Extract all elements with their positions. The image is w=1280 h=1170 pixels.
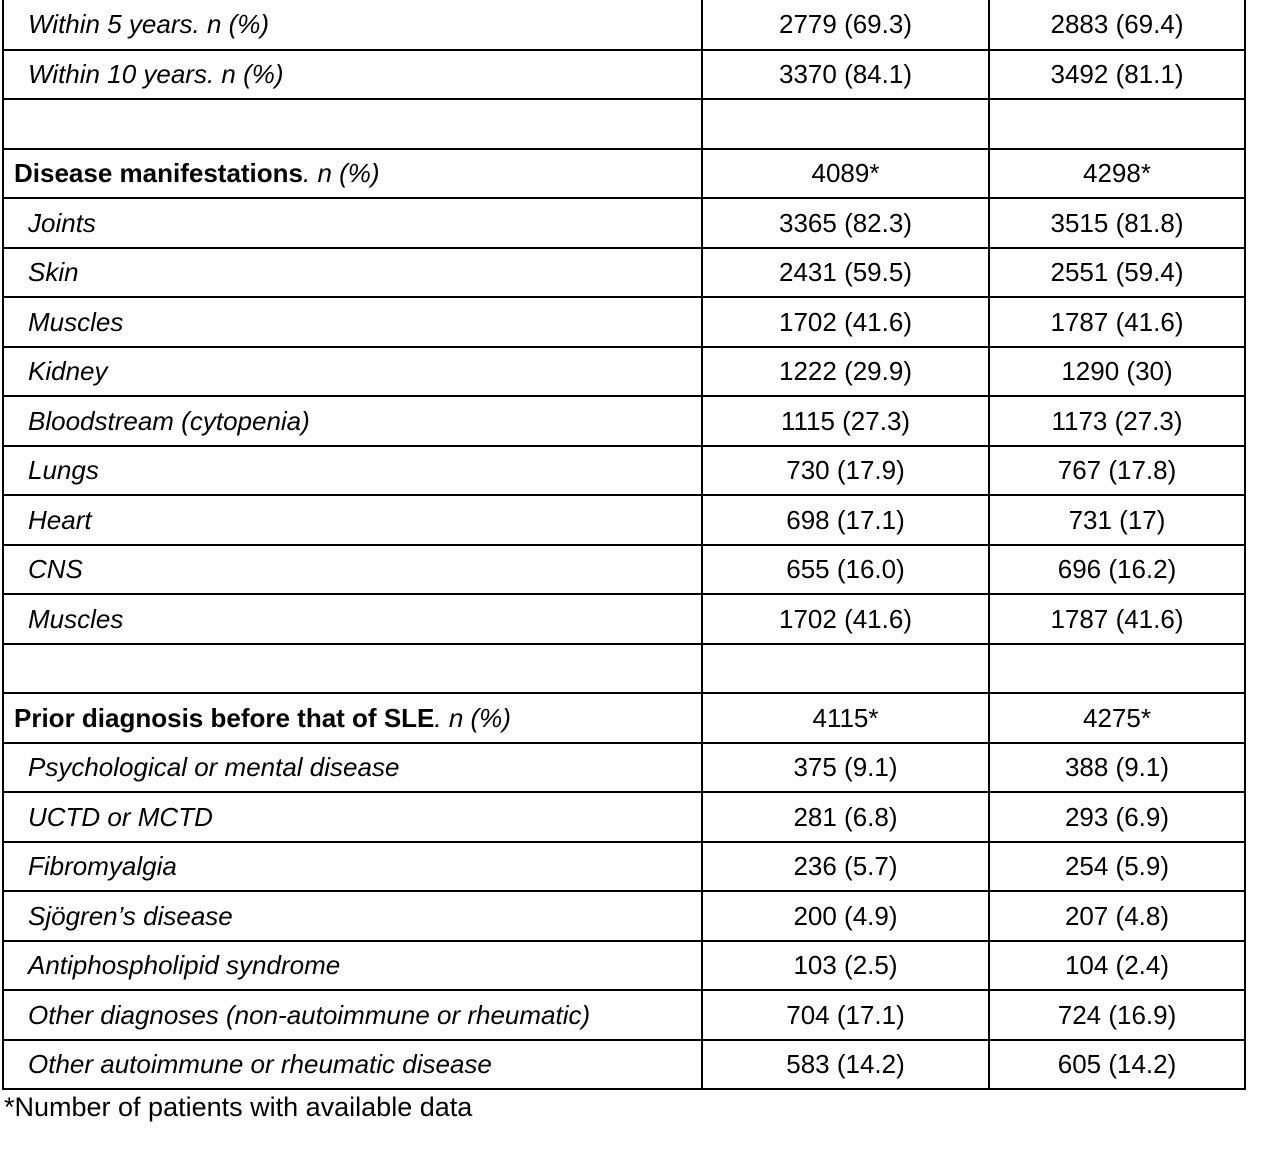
row-label-cell: Skin [3,248,702,298]
row-label-cell: Muscles [3,297,702,347]
table-row [3,594,1245,644]
value-cell-col1: 1702 (41.6) [702,297,989,347]
value-cell-col1: 655 (16.0) [702,545,989,595]
value-cell-col1: 583 (14.2) [702,1040,989,1090]
section-title: Disease manifestations [14,158,304,189]
row-label-cell: Sjögren’s disease [3,891,702,941]
section-unit: . n (%) [434,702,511,733]
table-row [3,545,1245,595]
value-cell-col1: 236 (5.7) [702,842,989,892]
row-label-cell: Other diagnoses (non-autoimmune or rheumatic) [3,990,702,1040]
value-cell-col1: 3370 (84.1) [702,50,989,100]
row-label-cell: Lungs [3,446,702,496]
value-cell-col1: 4089* [702,149,989,199]
value-cell-col1: 3365 (82.3) [702,198,989,248]
table-footnote: *Number of patients with available data [4,1092,473,1122]
value-cell-col2: 605 (14.2) [989,1040,1245,1090]
value-cell-col2: 1787 (41.6) [989,297,1245,347]
row-label-cell [3,644,702,694]
table-row [3,446,1245,496]
value-cell-col2: 1787 (41.6) [989,594,1245,644]
table-row [3,990,1245,1040]
value-cell-col1 [702,99,989,149]
value-cell-col2: 293 (6.9) [989,792,1245,842]
table-row [3,792,1245,842]
row-label-cell: Kidney [3,347,702,397]
value-cell-col1: 281 (6.8) [702,792,989,842]
value-cell-col2: 104 (2.4) [989,941,1245,991]
value-cell-col1: 375 (9.1) [702,743,989,793]
value-cell-col1: 200 (4.9) [702,891,989,941]
value-cell-col2: 3515 (81.8) [989,198,1245,248]
value-cell-col1: 1222 (29.9) [702,347,989,397]
table-row [3,891,1245,941]
section-label-cell [3,693,702,743]
table-row [3,941,1245,991]
value-cell-col1: 698 (17.1) [702,495,989,545]
value-cell-col2: 4275* [989,693,1245,743]
row-label-cell: Antiphospholipid syndrome [3,941,702,991]
value-cell-col2 [989,99,1245,149]
section-title: Prior diagnosis before that of SLE [14,702,435,733]
row-label-cell: Muscles [3,594,702,644]
section-header-row [3,149,1245,199]
row-label-cell: Psychological or mental disease [3,743,702,793]
value-cell-col2: 388 (9.1) [989,743,1245,793]
table-row [3,1040,1245,1090]
value-cell-col2: 724 (16.9) [989,990,1245,1040]
value-cell-col2: 696 (16.2) [989,545,1245,595]
value-cell-col1: 704 (17.1) [702,990,989,1040]
value-cell-col1: 1115 (27.3) [702,396,989,446]
section-label-cell [3,149,702,199]
row-label-cell: Within 10 years. n (%) [3,50,702,100]
value-cell-col2 [989,644,1245,694]
row-label-cell: Bloodstream (cytopenia) [3,396,702,446]
section-unit: . n (%) [303,158,380,189]
value-cell-col1: 4115* [702,693,989,743]
row-label-cell [3,99,702,149]
value-cell-col2: 254 (5.9) [989,842,1245,892]
row-label-cell: Heart [3,495,702,545]
value-cell-col2: 4298* [989,149,1245,199]
section-header-row [3,693,1245,743]
value-cell-col2: 3492 (81.1) [989,50,1245,100]
table-row [3,198,1245,248]
row-label-cell: CNS [3,545,702,595]
value-cell-col1: 2779 (69.3) [702,0,989,50]
value-cell-col2: 731 (17) [989,495,1245,545]
table-body [3,0,1245,1089]
value-cell-col2: 2551 (59.4) [989,248,1245,298]
value-cell-col1: 2431 (59.5) [702,248,989,298]
row-label-cell: Other autoimmune or rheumatic disease [3,1040,702,1090]
table-row [3,50,1245,100]
value-cell-col1: 103 (2.5) [702,941,989,991]
table-row [3,0,1245,50]
value-cell-col2: 1290 (30) [989,347,1245,397]
table-row [3,495,1245,545]
table-row [3,297,1245,347]
table-row [3,248,1245,298]
spacer-row [3,99,1245,149]
value-cell-col1: 730 (17.9) [702,446,989,496]
table-row [3,743,1245,793]
row-label-cell: Fibromyalgia [3,842,702,892]
value-cell-col1: 1702 (41.6) [702,594,989,644]
table-row [3,396,1245,446]
spacer-row [3,644,1245,694]
value-cell-col1 [702,644,989,694]
value-cell-col2: 767 (17.8) [989,446,1245,496]
row-label-cell: Joints [3,198,702,248]
table-row [3,347,1245,397]
table-row [3,842,1245,892]
value-cell-col2: 207 (4.8) [989,891,1245,941]
data-table [2,0,1246,1090]
row-label-cell: UCTD or MCTD [3,792,702,842]
value-cell-col2: 1173 (27.3) [989,396,1245,446]
value-cell-col2: 2883 (69.4) [989,0,1245,50]
row-label-cell: Within 5 years. n (%) [3,0,702,50]
